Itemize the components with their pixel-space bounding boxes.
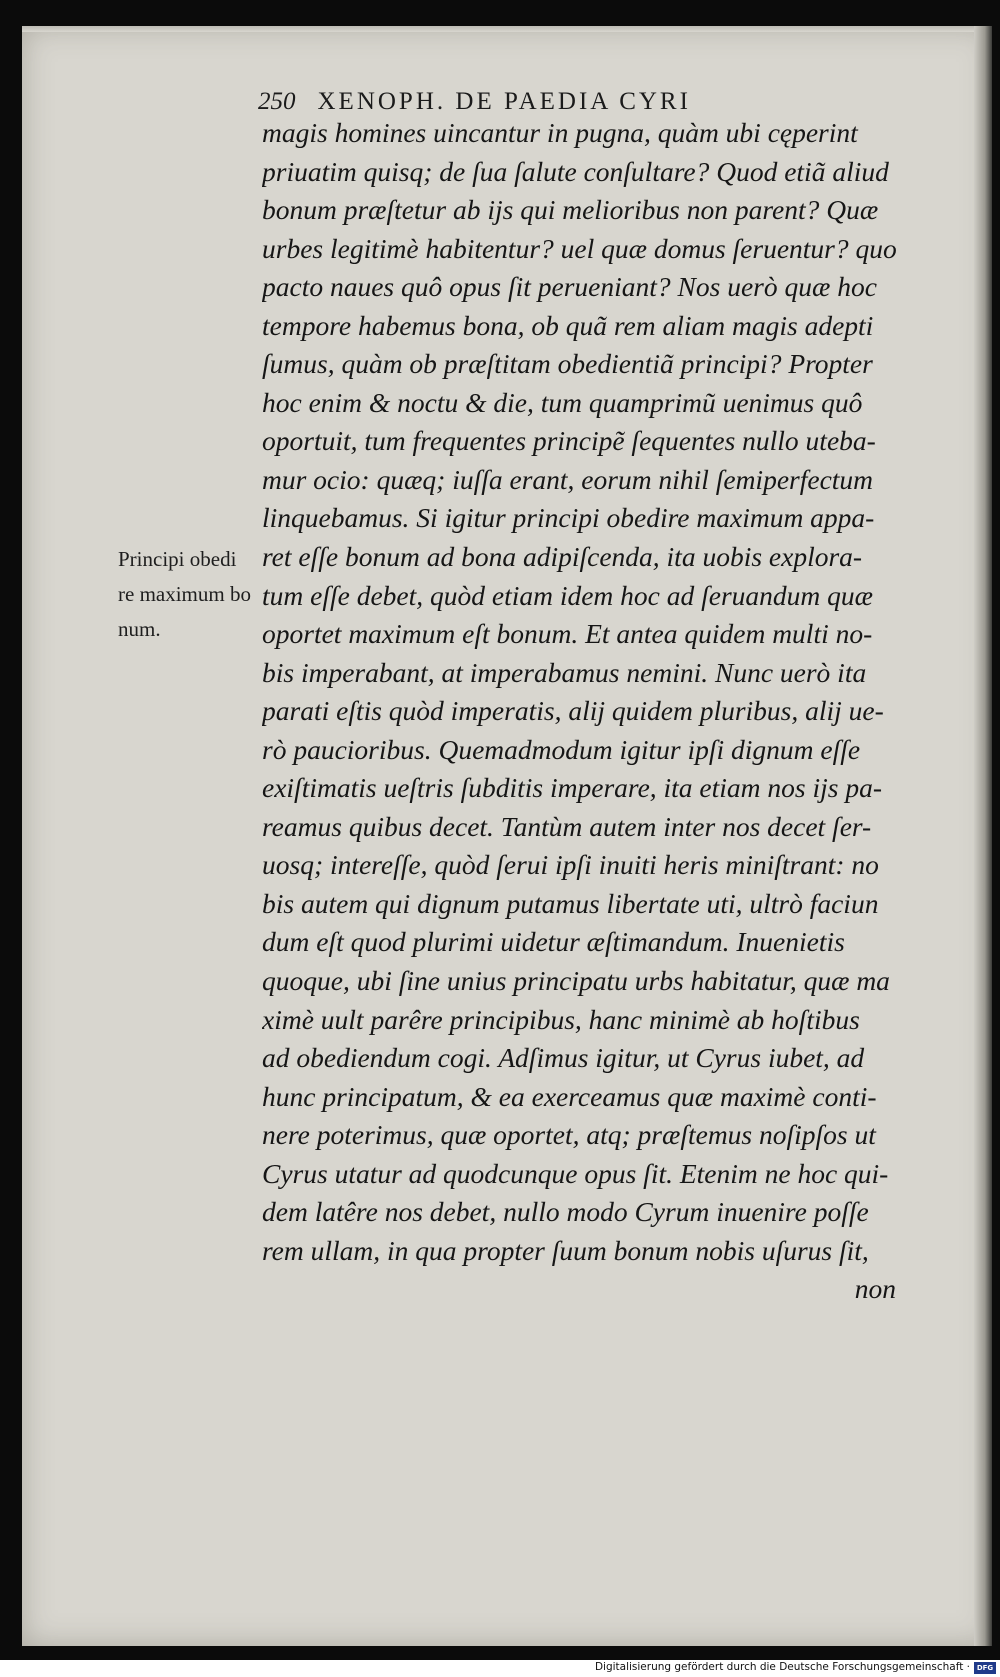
text-line: reamus quibus decet. Tantùm autem inter nos decet ſer- (262, 810, 872, 842)
text-line: ximè uult parêre principibus, hanc minimè ab hoſtibus (262, 1003, 860, 1035)
marginal-note (118, 542, 263, 647)
marginal-note-line: re maximum bo (118, 582, 251, 606)
text-line: tum eſſe debet, quòd etiam idem hoc ad ſeruandum quæ (262, 579, 874, 611)
text-line: quoque, ubi ſine unius principatu urbs habitatur, quæ ma (262, 965, 890, 997)
text-line: ſumus, quàm ob præſtitam obedientiã principi? Propter (262, 348, 873, 380)
text-line: bonum præſtetur ab ijs qui melioribus non parent? Quæ (262, 194, 879, 226)
text-line: bis autem qui dignum putamus libertate uti, ultrò faciun (262, 887, 879, 919)
text-line: magis homines uincantur in pugna, quàm ubi cęperint (262, 117, 858, 148)
text-line: mur ocio: quæq; iuſſa erant, eorum nihil ſemiperfectum (262, 463, 874, 495)
text-line: linquebamus. Si igitur principi obedire maximum appa- (262, 502, 875, 534)
text-line: Cyrus utatur ad quodcunque opus ſit. Etenim ne hoc qui- (262, 1157, 889, 1189)
text-line: hunc principatum, & ea exerceamus quæ maximè conti- (262, 1080, 877, 1112)
catchword: non (854, 1273, 896, 1305)
text-line: rò paucioribus. Quemadmodum igitur ipſi dignum eſſe (262, 733, 861, 765)
text-line: hoc enim & noctu & die, tum quamprimũ uenimus quô (262, 386, 863, 418)
text-line: oportuit, tum frequentes principẽ ſequentes nullo uteba- (262, 425, 876, 457)
page-number: 250 (258, 88, 296, 115)
marginal-note-line: num. (118, 617, 161, 641)
text-line: uosq; intereſſe, quòd ſerui ipſi inuiti heris miniſtrant: no (262, 849, 879, 881)
running-title: XENOPH. DE PAEDIA CYRI (317, 88, 691, 115)
text-line: urbes legitimè habitentur? uel quæ domus ſeruentur? quo (262, 232, 897, 264)
running-head (258, 88, 898, 116)
text-line: priuatim quisq; de ſua ſalute conſultare? Quod etiã aliud (262, 155, 889, 187)
footer-bar (0, 1660, 1000, 1677)
text-line: nere poterimus, quæ oportet, atq; præſtemus noſipſos ut (262, 1119, 876, 1151)
text-line: ret eſſe bonum ad bona adipiſcenda, ita uobis explora- (262, 541, 863, 573)
page-edge-right (974, 26, 992, 1646)
marginal-note-line: Principi obedi (118, 547, 237, 571)
body-text (262, 114, 902, 1309)
text-line: parati eſtis quòd imperatis, alij quidem pluribus, alij ue- (262, 695, 884, 727)
text-line: rem ullam, in qua propter ſuum bonum nobis uſurus ſit, (262, 1234, 869, 1266)
page-edge-top (22, 26, 992, 32)
text-line: ad obediendum cogi. Adſimus igitur, ut Cyrus iubet, ad (262, 1042, 865, 1074)
text-line: tempore habemus bona, ob quã rem aliam magis adepti (262, 309, 874, 341)
dfg-logo: DFG (974, 1662, 996, 1674)
text-line: bis imperabant, at imperabamus nemini. Nunc uerò ita (262, 656, 867, 688)
funding-notice: Digitalisierung gefördert durch die Deutsche Forschungsgemeinschaft · (594, 1661, 970, 1673)
text-line: exiſtimatis ueſtris ſubditis imperare, ita etiam nos ijs pa- (262, 772, 882, 804)
text-line: dem latêre nos debet, nullo modo Cyrum inuenire poſſe (262, 1196, 869, 1228)
text-line: pacto naues quô opus ſit perueniant? Nos uerò quæ hoc (262, 271, 877, 303)
text-line: oportet maximum eſt bonum. Et antea quidem multi no- (262, 618, 873, 650)
text-line: dum eſt quod plurimi uidetur æſtimandum. Inuenietis (262, 926, 845, 958)
